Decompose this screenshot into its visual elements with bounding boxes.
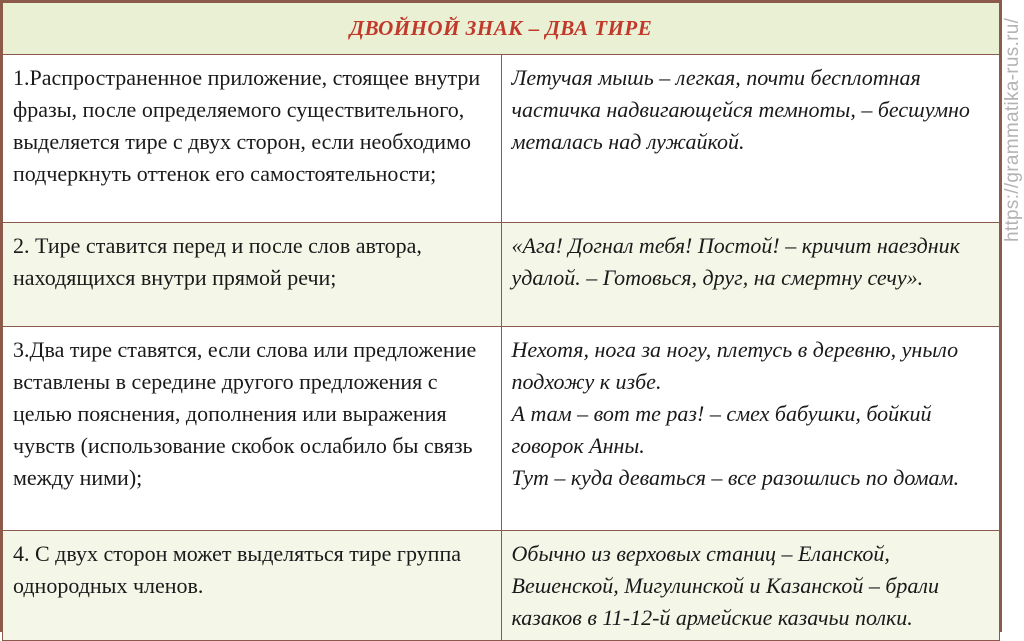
rule-text-1: 1.Распространенное приложение, стоящее внутри фразы, после определяемого существительного, выделяется тире с двух сторон, если необходимо подчеркнуть оттенок его самостоятельности; (3, 55, 502, 223)
example-cell-4 (501, 531, 1000, 641)
example-line: А там – вот те раз! – смех бабушки, бойкий говорок Анны. (511, 401, 932, 458)
example-cell-1 (501, 55, 1000, 223)
example-line: Нехотя, нога за ногу, плетусь в деревню, уныло подхожу к избе. (511, 337, 959, 394)
example-cell-3 (501, 327, 1000, 531)
table-title: ДВОЙНОЙ ЗНАК – ДВА ТИРЕ (3, 3, 1000, 55)
site-watermark: https://grammatika-rus.ru/ (1002, 17, 1023, 242)
rule-text-2: 2. Тире ставится перед и после слов автора, находящихся внутри прямой речи; (3, 223, 502, 327)
table-row-1 (3, 55, 1000, 223)
rule-text-4: 4. С двух сторон может выделяться тире группа однородных членов. (3, 531, 502, 641)
table-header-row (3, 3, 1000, 55)
table-row-4 (3, 531, 1000, 641)
table-row-2 (3, 223, 1000, 327)
example-line: Тут – куда деваться – все разошлись по домам. (511, 465, 960, 490)
rule-text-3: 3.Два тире ставятся, если слова или предложение вставлены в середине другого предложения с целью пояснения, дополнения или выражения чувств (использование скобок ослабило бы связь между ними); (3, 327, 502, 531)
example-line: «Ага! Догнал тебя! Постой! – кричит наездник удалой. – Готовься, друг, на смертну сечу». (511, 233, 960, 290)
dash-rules-table (2, 2, 1000, 641)
table-row-3 (3, 327, 1000, 531)
example-line: Летучая мышь – легкая, почти бесплотная частичка надвигающейся темноты, – бесшумно металась над лужайкой. (511, 65, 970, 154)
example-cell-2 (501, 223, 1000, 327)
example-line: Обычно из верховых станиц – Еланской, Вешенской, Мигулинской и Казанской – брали казаков в 11-12-й армейские казачьи полки. (511, 541, 939, 630)
